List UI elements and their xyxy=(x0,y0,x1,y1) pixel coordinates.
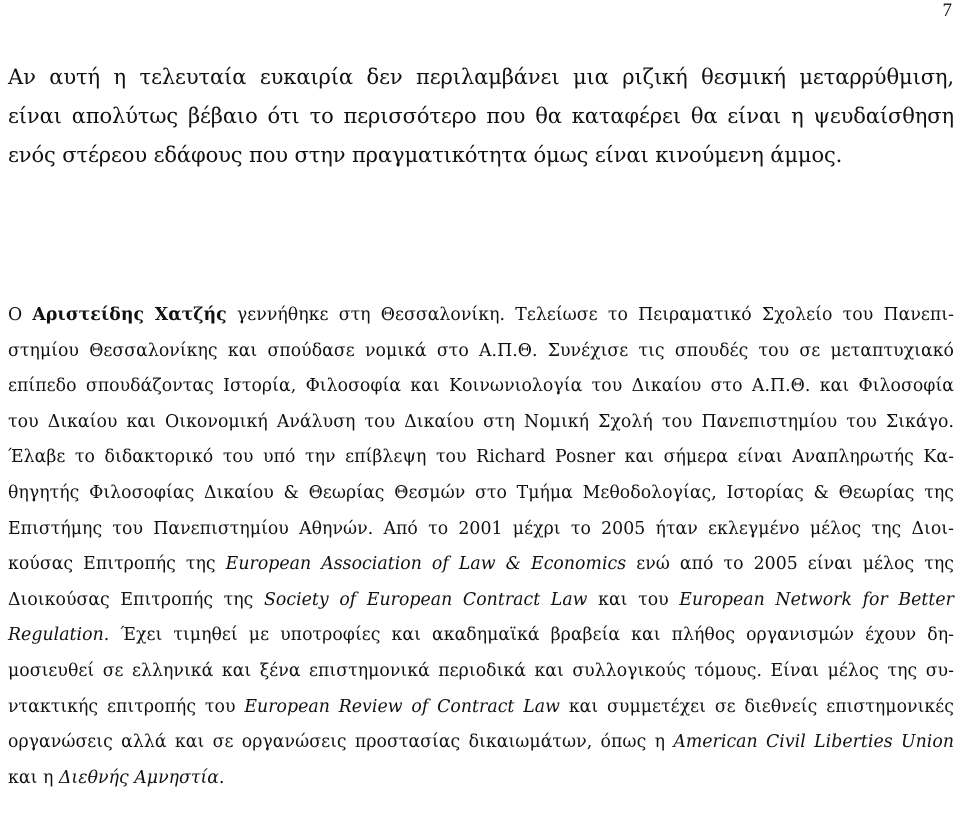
paragraph-line xyxy=(8,690,954,726)
organization-name: Regulation xyxy=(8,625,104,646)
paragraph-line: στημίου Θεσσαλονίκης και σπούδασε νομικά στο Α.Π.Θ. Συνέχισε τις σπουδές του σε μεταπτυχιακό xyxy=(8,340,954,361)
text-run: . Έχει τιμηθεί με υποτροφίες και ακαδημαϊκά βραβεία και πλήθος οργανισμών έχουν δη- xyxy=(103,625,954,646)
organization-name: European Association of Law & Economics xyxy=(225,554,627,575)
paragraph-line xyxy=(8,761,954,797)
paragraph-line xyxy=(8,583,954,619)
text-run: και του xyxy=(587,589,680,610)
paragraph-line: ενός στέρεου εδάφους που στην πραγματικότητα όμως είναι κινούμενη άμμος. xyxy=(8,143,843,167)
intro-paragraph xyxy=(8,58,954,175)
author-bio-paragraph xyxy=(8,298,954,796)
page-number: 7 xyxy=(942,0,952,21)
organization-name: European Network for Better xyxy=(679,589,954,610)
text-run: και η xyxy=(8,767,59,788)
text-run: κούσας Επιτροπής της xyxy=(8,554,226,575)
paragraph-line: του Δικαίου και Οικονομική Ανάλυση του Δικαίου στη Νομική Σχολή του Πανεπιστημίου του Σικάγο. xyxy=(8,411,954,432)
text-run: γεννήθηκε στη Θεσσαλονίκη. Τελείωσε το Πειραματικό Σχολείο του Πανεπι- xyxy=(226,305,954,325)
organization-name: American Civil Liberties Union xyxy=(673,732,954,753)
paragraph-line: Επιστήμης του Πανεπιστημίου Αθηνών. Από το 2001 μέχρι το 2005 ήταν εκλεγμένο μέλος της Διοι- xyxy=(8,518,954,539)
text-run: ντακτικής επιτροπής του xyxy=(8,696,245,717)
organization-name: Society of European Contract Law xyxy=(264,589,588,610)
paragraph-line xyxy=(8,298,954,334)
paragraph-line: Αν αυτή η τελευταία ευκαιρία δεν περιλαμβάνει μια ριζική θεσμική μεταρρύθμιση, xyxy=(8,65,954,89)
author-name: Αριστείδης Χατζής xyxy=(32,305,227,325)
text-run: Ο xyxy=(8,305,33,325)
organization-name: Διεθνής Αμνηστία xyxy=(58,767,220,788)
journal-name: European Review of Contract Law xyxy=(244,696,560,717)
paragraph-line: θηγητής Φιλοσοφίας Δικαίου & Θεωρίας Θεσμών στο Τμήμα Μεθοδολογίας, Ιστορίας & Θεωρίας της xyxy=(8,482,954,503)
text-run: οργανώσεις αλλά και σε οργανώσεις προστασίας δικαιωμάτων, όπως η xyxy=(8,732,674,753)
text-run: ενώ από το 2005 είναι μέλος της xyxy=(626,554,954,575)
paragraph-line: είναι απολύτως βέβαιο ότι το περισσότερο που θα καταφέρει θα είναι η ψευδαίσθηση xyxy=(8,104,954,128)
text-run: Διοικούσας Επιτροπής της xyxy=(8,589,264,610)
text-run: και συμμετέχει σε διεθνείς επιστημονικές xyxy=(559,696,954,717)
text-run: . xyxy=(219,767,225,788)
paragraph-line: Έλαβε το διδακτορικό του υπό την επίβλεψη του Richard Posner και σήμερα είναι Αναπληρωτής Κα- xyxy=(8,447,954,468)
paragraph-line xyxy=(8,547,954,583)
paragraph-line: μοσιευθεί σε ελληνικά και ξένα επιστημονικά περιοδικά και συλλογικούς τόμους. Είναι μέλος της συ- xyxy=(8,660,954,681)
paragraph-line xyxy=(8,725,954,761)
paragraph-line xyxy=(8,618,954,654)
paragraph-line: επίπεδο σπουδάζοντας Ιστορία, Φιλοσοφία και Κοινωνιολογία του Δικαίου στο Α.Π.Θ. και Φιλοσοφία xyxy=(8,376,954,397)
